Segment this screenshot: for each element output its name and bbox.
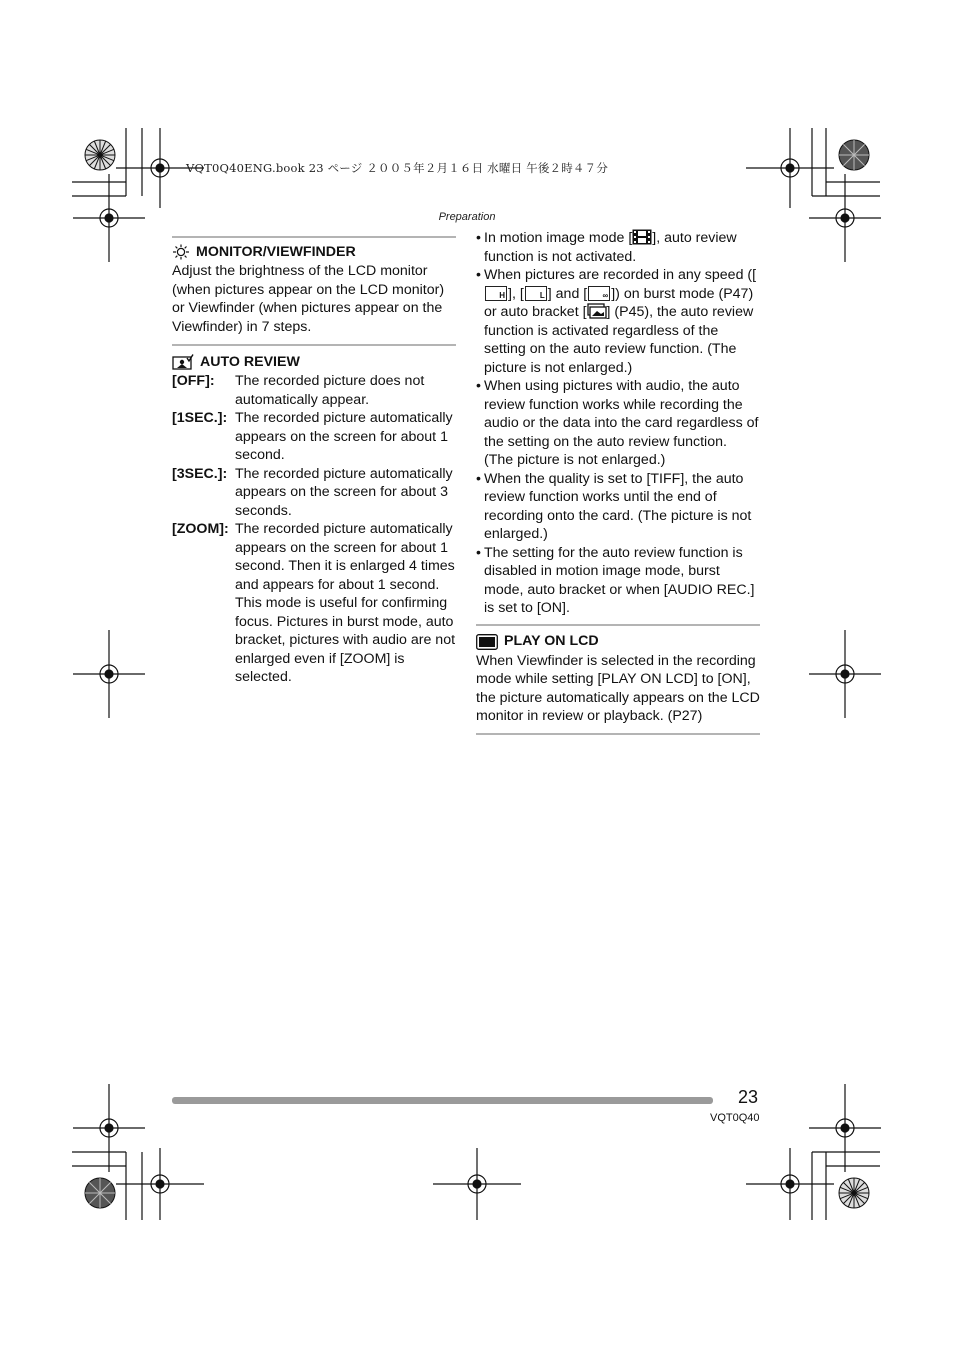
monitor-viewfinder-heading bbox=[172, 242, 456, 262]
play-on-lcd-title: PLAY ON LCD bbox=[504, 633, 599, 650]
note-text: ]) on burst mode (P47) or auto bracket [ bbox=[484, 285, 754, 320]
option-description: The recorded picture does not automatically appear. bbox=[235, 373, 425, 408]
page-number: 23 bbox=[738, 1087, 759, 1107]
motion-image-icon bbox=[632, 229, 652, 245]
play-on-lcd-text: When Viewfinder is selected in the recording mode while setting [PLAY ON LCD] to [ON], the picture automatically appears on the LCD monitor in review or playback. (P27) bbox=[476, 652, 760, 724]
auto-review-options bbox=[172, 372, 456, 687]
monitor-viewfinder-title: MONITOR/VIEWFINDER bbox=[196, 243, 356, 260]
play-on-lcd-heading bbox=[476, 632, 760, 652]
section-rule bbox=[172, 236, 456, 238]
note-text: In motion image mode [ bbox=[484, 230, 633, 246]
section-rule bbox=[476, 733, 760, 735]
burst-high-icon: H bbox=[485, 286, 507, 301]
option-term: [1SEC.]: bbox=[172, 410, 228, 426]
note-item: • The setting for the auto review function is disabled in motion image mode, burst mode, auto bracket or when [AUDIO REC.] is set to [ON]. bbox=[476, 544, 760, 618]
right-column bbox=[476, 229, 760, 735]
note-item bbox=[476, 266, 760, 377]
option-term: [OFF]: bbox=[172, 373, 215, 389]
auto-review-title: AUTO REVIEW bbox=[200, 353, 300, 370]
auto-review-icon bbox=[172, 354, 194, 370]
footer-bar bbox=[172, 1097, 713, 1104]
burst-infinite-icon: ∞ bbox=[588, 286, 610, 301]
note-text: ] (P45), the auto review function is activated regardless of the setting on the auto review function. (The picture is not enlarged.) bbox=[484, 304, 754, 376]
burst-low-icon: L bbox=[525, 286, 547, 301]
note-item bbox=[476, 229, 760, 266]
lcd-monitor-icon bbox=[476, 634, 498, 650]
print-slug-line: VQT0Q40ENG.book 23 ページ ２００５年２月１６日 水曜日 午後２時４７分 bbox=[186, 161, 609, 175]
note-text: ] and [ bbox=[547, 285, 588, 302]
option-description: The recorded picture automatically appears on the screen for about 1 second. bbox=[235, 410, 453, 463]
auto-review-notes bbox=[476, 229, 760, 618]
running-header: Preparation bbox=[438, 211, 496, 223]
option-term: [ZOOM]: bbox=[172, 521, 229, 537]
option-description: The recorded picture automatically appears on the screen for about 3 seconds. bbox=[235, 465, 453, 519]
auto-review-heading bbox=[172, 352, 456, 372]
note-text: ], [ bbox=[508, 285, 524, 302]
option-term: [3SEC.]: bbox=[172, 465, 228, 482]
monitor-viewfinder-text: Adjust the brightness of the LCD monitor (when pictures appear on the LCD monitor) or Viewfinder (when pictures appear on the Viewfinder) in 7 steps. bbox=[172, 263, 445, 335]
option-description: The recorded picture automatically appears on the screen for about 1 second. Then it is enlarged 4 times and appears for about 1 second. This mode is useful for confirming focus. Pictures in burst mode, auto bracket, pictures with audio are not enlarged even if [ZOOM] is selected. bbox=[235, 521, 456, 685]
note-item: • When using pictures with audio, the auto review function works while recording the audio or the data into the card regardless of the setting on the auto review function. (The picture is not enlarged.) bbox=[476, 377, 760, 470]
document-code: VQT0Q40 bbox=[710, 1112, 760, 1124]
section-rule bbox=[476, 624, 760, 626]
auto-bracket-icon bbox=[587, 303, 607, 319]
left-column bbox=[172, 236, 456, 687]
sun-brightness-icon bbox=[172, 244, 190, 260]
note-item: • When the quality is set to [TIFF], the auto review function works until the end of recording onto the card. (The picture is not enlarged.) bbox=[476, 470, 760, 544]
section-rule bbox=[172, 344, 456, 346]
note-text: ], auto review function is not activated. bbox=[484, 230, 737, 265]
note-text: When pictures are recorded in any speed ([ bbox=[484, 267, 757, 283]
